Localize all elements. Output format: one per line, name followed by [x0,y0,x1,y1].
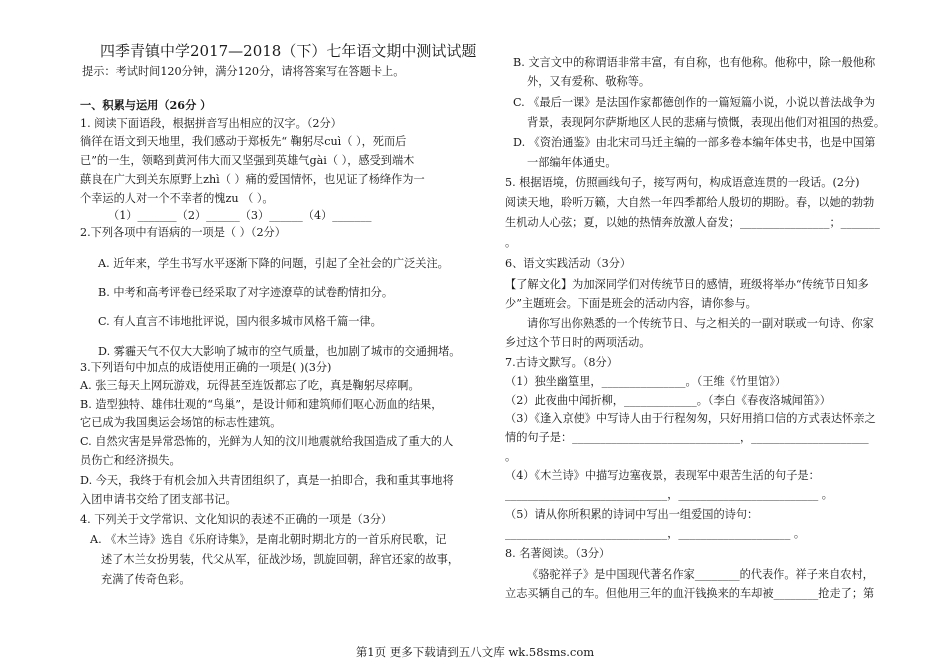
right-text-line: （1）独坐幽篁里，_______________。（王维《竹里馆》） [505,375,787,388]
right-text-line: 《骆驼祥子》是中国现代著名作家________的代表作。祥子来自农村， [527,568,874,581]
left-text-line: 员伤亡和经济损失。 [80,454,181,467]
left-text-line: 一、积累与运用（26分 ） [80,98,212,112]
right-text-line: 。 [505,450,517,463]
right-text-line: D. 《资治通鉴》由北宋司马迁主编的一部多卷本编年体史书，也是中国第 [513,136,876,149]
right-text-line: 。 [505,236,517,249]
left-text-line: 3.下列语句中加点的成语使用正确的一项是( )(3分) [80,361,332,374]
right-text-line: 阅读天地，聆听万籁，大自然一年四季都给人殷切的期盼。春，以她的勃勃 [505,196,875,209]
left-text-line: 它已成为我国奥运会场馆的标志性建筑。 [80,416,282,429]
left-text-line: A. 张三每天上网玩游戏，玩得甚至连饭都忘了吃，真是鞠躬尽瘁啊。 [80,379,420,392]
left-text-line: 徜徉在语文到天地里，我们感动于郑板先“ 鞠躬尽cuì（ ），死而后 [80,135,407,148]
left-text-line: 四季青镇中学2017—2018（下）七年语文期中测试试题 [100,42,477,60]
page-footer: 第1页 更多下载请到五八文库 wk.58sms.com [355,645,595,659]
left-text-line: 充满了传奇色彩。 [101,573,191,586]
right-text-line: 少”主题班会。下面是班会的活动内容，请你参与。 [505,297,757,310]
right-text-line: B. 文言文中的称谓语非常丰富，有自称，也有他称。他称中，除一般他称 [513,56,876,69]
right-text-line: _____________________________，____________________ 。 [505,527,806,540]
right-text-line: 立志买辆自己的车。但他用三年的血汗钱换来的车却被________抢走了；第 [505,587,875,600]
right-text-line: 7.古诗文默写。（8分） [505,356,618,369]
left-text-line: C. 有人直言不讳地批评说，国内很多城市风格千篇一律。 [98,315,382,328]
right-text-line: （5）请从你所积累的诗词中写出一组爱国的诗句： [505,508,759,521]
left-text-line: C. 自然灾害是异常恐怖的，光鲜为人知的汶川地震就给我国造成了重大的人 [80,435,454,448]
left-text-line: 入团申请书交给了团支部书记。 [80,493,237,506]
right-text-line: _____________________________，_________________________ 。 [505,488,833,501]
right-text-line: 外，又有爱称、敬称等。 [527,75,651,88]
right-text-line: （3）《逢入京使》中写诗人由于行程匆匆，只好用捎口信的方式表达怀亲之 [505,412,876,425]
right-text-line: 生机动人心弦；夏，以她的热情奔放激人奋发；________________；_______ [505,216,880,229]
right-text-line: 8. 名著阅读。（3分） [505,547,611,560]
right-text-line: 【了解文化】为加深同学们对传统节日的感情，班级将举办“传统节日知多 [505,278,869,291]
left-text-line: D. 今天，我终于有机会加入共青团组织了，真是一拍即合，我和重其事地将 [80,474,454,487]
left-text-line: 4. 下列关于文学常识、文化知识的表述不正确的一项是（3分） [80,513,393,526]
left-text-line: 提示：考试时间120分钟，满分120分，请将答案写在答题卡上。 [82,65,405,78]
right-text-line: 请你写出你熟悉的一个传统节日、与之相关的一副对联或一句诗、你家 [527,317,874,330]
left-text-line: 个幸运的人对一个不幸者的愧zu （ ）。 [80,192,274,205]
right-text-line: 5. 根据语境，仿照画线句子，接写两句，构成语意连贯的一段话。(2分) [505,176,860,189]
left-text-line: B. 造型独特、雄伟壮观的“鸟巢”，是设计师和建筑师们呕心沥血的结果， [80,398,443,411]
left-text-line: 已”的一生，领略到黄河伟大而又坚强到英雄气gài（ ），感受到端木 [80,154,415,167]
left-text-line: 述了木兰女扮男装，代父从军，征战沙场，凯旋回朝，辞官还家的故事， [101,553,460,566]
left-text-line: （1）_______（2）______（3）______（4）_______ [108,209,372,222]
right-text-line: 乡过这个节日时的两项活动。 [505,336,651,349]
right-text-line: 6、语文实践活动（3分） [505,257,632,270]
left-text-line: D. 雾霾天气不仅大大影响了城市的空气质量，也加剧了城市的交通拥堵。 [98,345,461,358]
right-text-line: 情的句子是：______________________________，_____________________ [505,431,869,444]
right-text-line: （2）此夜曲中闻折柳，_____________。（李白《春夜洛城闻笛》） [505,394,831,407]
left-text-line: 2.下列各项中有语病的一项是（ ）（2分） [80,226,286,239]
right-text-line: 一部编年体通史。 [527,156,617,169]
left-text-line: A. 近年来，学生书写水平逐渐下降的问题，引起了全社会的广泛关注。 [98,257,449,270]
left-text-line: A. 《木兰诗》选自《乐府诗集》，是南北朝时期北方的一首乐府民歌，记 [90,533,447,546]
right-text-line: C. 《最后一课》是法国作家都德创作的一篇短篇小说，小说以普法战争为 [513,96,876,109]
left-text-line: 1. 阅读下面语段，根据拼音写出相应的汉字。（2分） [80,117,342,130]
right-text-line: （4）《木兰诗》中描写边塞夜景，表现军中艰苦生活的句子是： [505,469,820,482]
left-text-line: B. 中考和高考评卷已经采取了对字迹潦草的试卷酌情扣分。 [98,286,394,299]
right-text-line: 背景，表现阿尔萨斯地区人民的悲痛与愤慨，表现出他们对祖国的热爱。 [527,116,886,129]
left-text-line: 蕻良在广大到关东原野上zhì（ ）痛的爱国情怀，也见证了杨绛作为一 [80,173,425,186]
